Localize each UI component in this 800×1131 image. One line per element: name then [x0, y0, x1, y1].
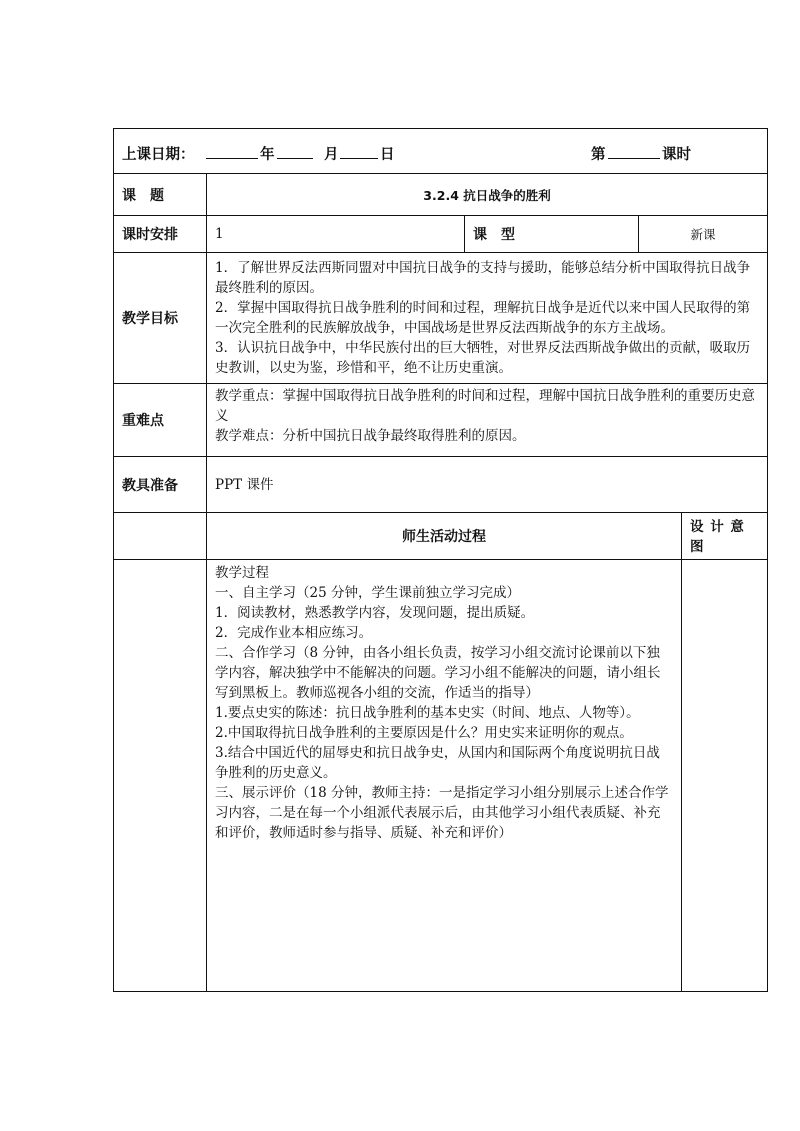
topic-label: 课 题 [114, 174, 207, 216]
process-line: 三、展示评价（18 分钟，教师主持：一是指定学习小组分别展示上述合作学习内容，二是在每一个小组派代表展示后，由其他学习小组代表质疑、补充和评价，教师适时参与指导、质疑、补充和评价） [215, 785, 669, 841]
lesson-type-label: 课 型 [465, 216, 639, 253]
materials-label: 教具准备 [114, 457, 207, 513]
schedule-row [114, 216, 768, 253]
year-blank[interactable] [206, 144, 258, 159]
objectives-content [207, 253, 768, 384]
key-point-item: 教学重点：掌握中国取得抗日战争胜利的时间和过程，理解中国抗日战争胜利的重要历史意义 [215, 388, 755, 424]
materials-value: PPT 课件 [207, 457, 768, 513]
process-title: 师生活动过程 [207, 513, 682, 560]
schedule-label: 课时安排 [114, 216, 207, 253]
key-points-label: 重难点 [114, 384, 207, 457]
period-prefix: 第 [591, 147, 606, 163]
process-line: 2.中国取得抗日战争胜利的主要原因是什么？用史实来证明你的观点。 [215, 725, 633, 741]
objective-item: 1．了解世界反法西斯同盟对中国抗日战争的支持与援助，能够总结分析中国取得抗日战争最终胜利的原因。 [215, 260, 751, 296]
schedule-value: 1 [207, 216, 465, 253]
objective-item: 2．掌握中国取得抗日战争胜利的时间和过程，理解抗日战争是近代以来中国人民取得的第一次完全胜利的民族解放战争，中国战场是世界反法西斯战争的东方主战场。 [215, 300, 751, 336]
key-points-row [114, 384, 768, 457]
process-left-blank [114, 560, 207, 992]
process-header-row [114, 513, 768, 560]
process-header-blank [114, 513, 207, 560]
design-intent-header: 设 计 意 图 [682, 513, 768, 560]
period-blank[interactable] [608, 144, 660, 159]
process-line: 3.结合中国近代的屈辱史和抗日战争史，从国内和国际两个角度说明抗日战争胜利的历史意义。 [215, 745, 660, 781]
process-line: 二、合作学习（8 分钟，由各小组长负责，按学习小组交流讨论课前以下独学内容，解决独学中不能解决的问题。学习小组不能解决的问题，请小组长写到黑板上。教师巡视各小组的交流，作适当的指导） [215, 645, 661, 701]
lesson-type-value: 新课 [639, 216, 768, 253]
objectives-label: 教学目标 [114, 253, 207, 384]
lesson-plan-sheet [113, 128, 767, 992]
header-row [114, 129, 768, 174]
date-line [114, 137, 767, 165]
day-label: 日 [380, 147, 395, 163]
month-label: 月 [324, 147, 339, 163]
key-points-content [207, 384, 768, 457]
process-line: 一、自主学习（25 分钟，学生课前独立学习完成） [215, 585, 520, 601]
topic-value: 3.2.4 抗日战争的胜利 [207, 174, 768, 216]
design-intent-content [682, 560, 768, 992]
day-blank[interactable] [340, 144, 378, 159]
topic-row [114, 174, 768, 216]
process-line: 1.要点史实的陈述：抗日战争胜利的基本史实（时间、地点、人物等）。 [215, 705, 640, 721]
process-content [207, 560, 682, 992]
year-label: 年 [260, 147, 275, 163]
process-line: 2．完成作业本相应练习。 [215, 625, 373, 641]
process-line: 教学过程 [215, 565, 269, 581]
materials-row [114, 457, 768, 513]
process-row [114, 560, 768, 992]
objective-item: 3．认识抗日战争中，中华民族付出的巨大牺牲，对世界反法西斯战争做出的贡献，吸取历史教训，以史为鉴，珍惜和平，绝不让历史重演。 [215, 340, 751, 376]
date-label: 上课日期： [122, 147, 195, 163]
lesson-plan-table [113, 128, 768, 992]
key-point-item: 教学难点：分析中国抗日战争最终取得胜利的原因。 [215, 428, 526, 444]
objectives-row [114, 253, 768, 384]
process-line: 1．阅读教材，熟悉教学内容，发现问题，提出质疑。 [215, 605, 535, 621]
month-blank[interactable] [277, 144, 313, 159]
header-cell [114, 129, 768, 174]
period-suffix: 课时 [662, 147, 691, 163]
